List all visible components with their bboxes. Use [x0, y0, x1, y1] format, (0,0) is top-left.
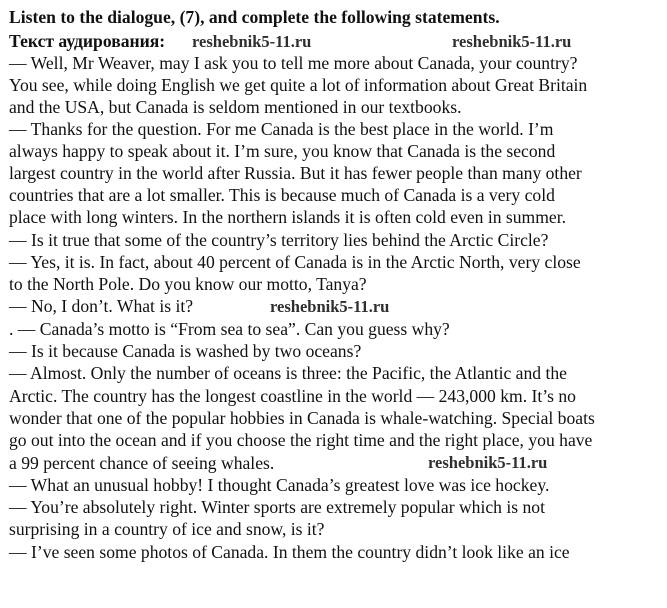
watermark: reshebnik5-11.ru	[428, 453, 548, 472]
dialogue-line: — You’re absolutely right. Winter sports are extremely popular which is not	[9, 497, 545, 517]
dialogue-line: You see, while doing English we get quite a lot of information about Great Britain	[9, 75, 588, 95]
watermark: reshebnik5-11.ru	[270, 297, 390, 316]
dialogue-line: — Yes, it is. In fact, about 40 percent of Canada is in the Arctic North, very close	[9, 252, 581, 272]
dialogue-line: — I’ve seen some photos of Canada. In them the country didn’t look like an ice	[9, 542, 570, 562]
dialogue-line: — Is it true that some of the country’s territory lies behind the Arctic Circle?	[9, 230, 549, 250]
dialogue-line: and the USA, but Canada is seldom mentioned in our textbooks.	[9, 97, 462, 117]
dialogue-line: wonder that one of the popular hobbies in Canada is whale-watching. Special boats	[9, 408, 595, 428]
dialogue-line: — Is it because Canada is washed by two oceans?	[9, 341, 362, 361]
dialogue-line: — No, I don’t. What is it?	[9, 296, 194, 316]
dialogue-line: go out into the ocean and if you choose the right time and the right place, you have	[9, 430, 593, 450]
dialogue-line: . — Canada’s motto is “From sea to sea”. Can you guess why?	[9, 319, 450, 339]
dialogue-line: always happy to speak about it. I’m sure, you know that Canada is the second	[9, 141, 556, 161]
dialogue-line: — Well, Mr Weaver, may I ask you to tell me more about Canada, your country?	[9, 53, 578, 73]
dialogue-line: to the North Pole. Do you know our motto, Tanya?	[9, 274, 367, 294]
transcript-label: Текст аудирования:	[9, 31, 166, 51]
dialogue-line: a 99 percent chance of seeing whales.	[9, 453, 275, 473]
dialogue-line: surprising in a country of ice and snow, is it?	[9, 519, 325, 539]
dialogue-line: — Thanks for the question. For me Canada is the best place in the world. I’m	[9, 119, 554, 139]
watermark: reshebnik5-11.ru	[452, 32, 572, 51]
dialogue-line: — What an unusual hobby! I thought Canada’s greatest love was ice hockey.	[9, 475, 550, 495]
dialogue-line: place with long winters. In the northern islands it is often cold even in summer.	[9, 207, 567, 227]
watermark: reshebnik5-11.ru	[192, 32, 312, 51]
dialogue-line: countries that are a lot smaller. This is because much of Canada is a very cold	[9, 185, 555, 205]
dialogue-line: largest country in the world after Russia. But it has fewer people than many other	[9, 163, 582, 183]
dialogue-line: Arctic. The country has the longest coastline in the world — 243,000 km. It’s no	[9, 386, 576, 406]
dialogue-line: — Almost. Only the number of oceans is three: the Pacific, the Atlantic and the	[9, 363, 567, 383]
exercise-heading: Listen to the dialogue, (7), and complete the following statements.	[9, 7, 500, 27]
